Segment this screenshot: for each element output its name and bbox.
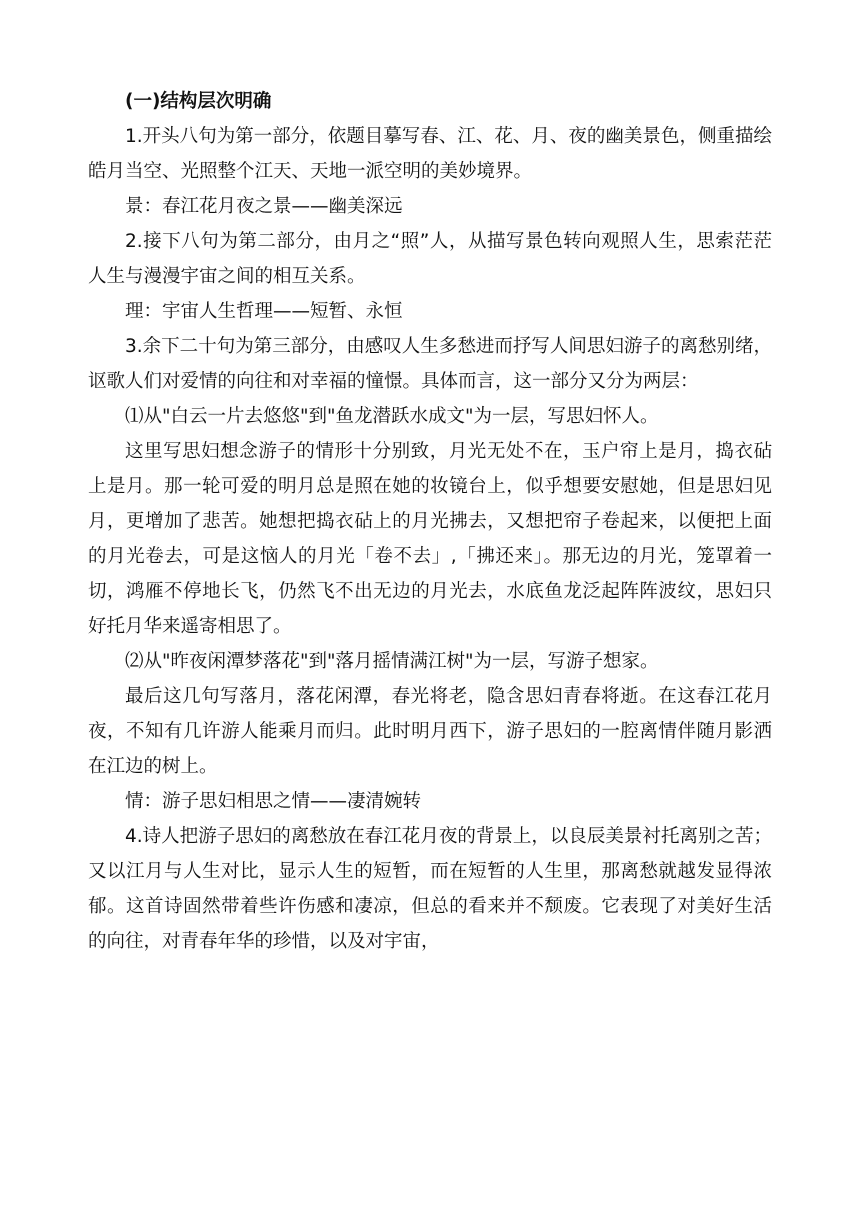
paragraph-part-two: 2.接下八句为第二部分，由月之“照”人，从描写景色转向观照人生，思索茫茫人生与漫漫宇宙之间的相互关系。 [88, 231, 772, 287]
paragraph-emotion-summary: 情：游子思妇相思之情——凄清婉转 [125, 791, 422, 812]
paragraph-layer-one-detail: 这里写思妇想念游子的情形十分别致，月光无处不在，玉户帘上是月，捣衣砧上是月。那一轮可爱的明月总是照在她的妆镜台上，似乎想要安慰她，但是思妇见月，更增加了悲苦。她想把捣衣砧上的月光拂去，又想把帘子卷起来，以便把上面的月光卷去，可是这恼人的月光「卷不去」,「拂还来」。那无边的月光，笼罩着一切，鸿雁不停地长飞，仍然飞不出无边的月光去，水底鱼龙泛起阵阵波纹，思妇只好托月华来遥寄相思了。 [88, 441, 772, 637]
paragraph-part-four: 4.诗人把游子思妇的离愁放在春江花月夜的背景上，以良辰美景衬托离别之苦；又以江月与人生对比，显示人生的短暂，而在短暂的人生里，那离愁就越发显得浓郁。这首诗固然带着些许伤感和凄凉，但总的看来并不颓废。它表现了对美好生活的向往，对青春年华的珍惜，以及对宇宙， [88, 826, 772, 952]
paragraph-part-one: 1.开头八句为第一部分，依题目摹写春、江、花、月、夜的幽美景色，侧重描绘皓月当空、光照整个江天、天地一派空明的美妙境界。 [88, 126, 772, 182]
section-heading: (一)结构层次明确 [125, 91, 272, 112]
paragraph-scene-summary: 景：春江花月夜之景——幽美深远 [125, 196, 403, 217]
paragraph-layer-one: ⑴从"白云一片去悠悠"到"鱼龙潜跃水成文"为一层，写思妇怀人。 [125, 406, 659, 427]
document-page [88, 84, 772, 959]
paragraph-reason-summary: 理：宇宙人生哲理——短暂、永恒 [125, 301, 403, 322]
paragraph-part-three: 3.余下二十句为第三部分，由感叹人生多愁进而抒写人间思妇游子的离愁别绪，讴歌人们对爱情的向往和对幸福的憧憬。具体而言，这一部分又分为两层： [88, 336, 772, 392]
paragraph-layer-two: ⑵从"昨夜闲潭梦落花"到"落月摇情满江树"为一层，写游子想家。 [125, 651, 659, 672]
paragraph-layer-two-detail: 最后这几句写落月，落花闲潭，春光将老，隐含思妇青春将逝。在这春江花月夜，不知有几许游人能乘月而归。此时明月西下，游子思妇的一腔离情伴随月影洒在江边的树上。 [88, 686, 772, 777]
